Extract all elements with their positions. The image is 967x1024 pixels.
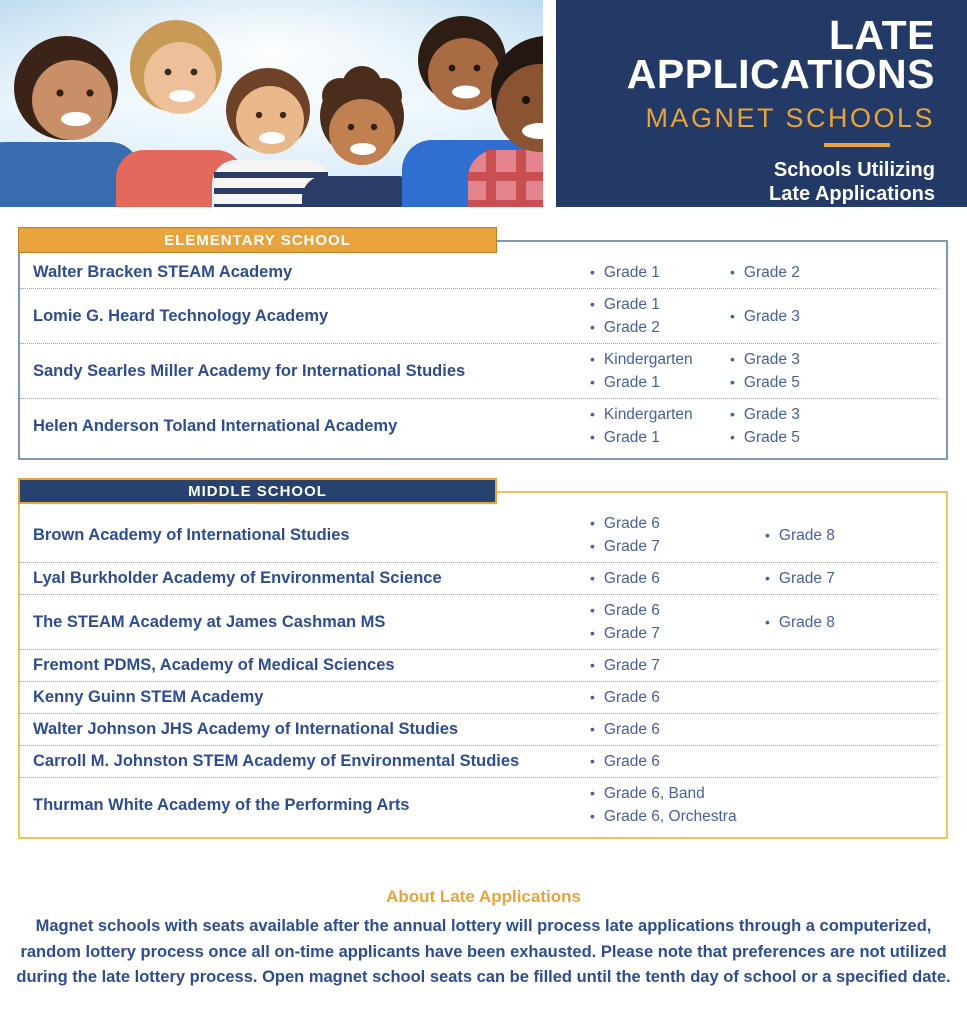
- page-title-line2: APPLICATIONS: [626, 50, 935, 97]
- table-row: [20, 563, 938, 595]
- grade-label: Grade 5: [743, 374, 800, 391]
- grades-cell: [590, 654, 938, 677]
- bullet-icon: •: [590, 602, 595, 618]
- grade-label: Grade 7: [603, 657, 660, 674]
- grades-column-1: [590, 403, 730, 449]
- grade-item: [590, 750, 765, 773]
- school-name: Brown Academy of International Studies: [33, 525, 350, 544]
- grade-label: Grade 7: [603, 538, 660, 555]
- grade-item: [765, 567, 938, 590]
- grade-item: [765, 524, 938, 547]
- grade-item: [730, 261, 938, 284]
- table-row: [20, 399, 938, 453]
- grades-column-1: [590, 782, 765, 828]
- grade-item: [590, 782, 765, 805]
- section-elementary-school: [18, 227, 948, 460]
- grades-column-1: [590, 750, 765, 773]
- grade-item: [590, 654, 765, 677]
- page-tagline-line2: Late Applications: [769, 182, 935, 205]
- grades-cell: [590, 512, 938, 558]
- school-name: Walter Bracken STEAM Academy: [33, 263, 293, 282]
- bullet-icon: •: [590, 570, 595, 586]
- grades-column-1: [590, 512, 765, 558]
- section-header-elementary: ELEMENTARY SCHOOL: [18, 227, 497, 253]
- grades-column-1: [590, 599, 765, 645]
- grades-column-1: [590, 718, 765, 741]
- grade-item: [590, 535, 765, 558]
- grade-item: [590, 686, 765, 709]
- grades-cell: [590, 567, 938, 590]
- grade-item: [590, 622, 765, 645]
- grade-item: [590, 293, 730, 316]
- grade-item: [730, 426, 938, 449]
- school-name: Kenny Guinn STEM Academy: [33, 688, 264, 707]
- grade-item: [590, 512, 765, 535]
- grade-item: [590, 599, 765, 622]
- grade-item: [590, 403, 730, 426]
- school-name: Fremont PDMS, Academy of Medical Sciences: [33, 656, 395, 675]
- grades-cell: [590, 599, 938, 645]
- grade-label: Grade 6: [603, 721, 660, 738]
- table-row: [20, 682, 938, 714]
- grade-label: Grade 6, Orchestra: [603, 808, 737, 825]
- about-heading: About Late Applications: [386, 887, 581, 906]
- grades-column-2: [765, 512, 938, 558]
- bullet-icon: •: [590, 374, 595, 390]
- hero-panel: [556, 0, 967, 207]
- section-middle-school: [18, 478, 948, 839]
- grade-label: Grade 1: [603, 429, 660, 446]
- table-row: [20, 714, 938, 746]
- bullet-icon: •: [590, 264, 595, 280]
- grades-column-1: [590, 348, 730, 394]
- bullet-icon: •: [730, 374, 735, 390]
- grade-label: Grade 7: [603, 625, 660, 642]
- school-name: Thurman White Academy of the Performing Arts: [33, 795, 410, 814]
- grades-column-2: [765, 654, 938, 677]
- grade-label: Kindergarten: [603, 351, 693, 368]
- grade-label: Grade 6: [603, 602, 660, 619]
- grades-column-2: [765, 750, 938, 773]
- table-row: [20, 746, 938, 778]
- section-header-middle: MIDDLE SCHOOL: [18, 478, 497, 504]
- grades-column-1: [590, 654, 765, 677]
- grades-cell: [590, 261, 938, 284]
- grades-column-1: [590, 686, 765, 709]
- bullet-icon: •: [590, 625, 595, 641]
- bullet-icon: •: [590, 515, 595, 531]
- grade-label: Grade 1: [603, 264, 660, 281]
- grade-label: Kindergarten: [603, 406, 693, 423]
- bullet-icon: •: [590, 657, 595, 673]
- grade-item: [730, 403, 938, 426]
- grades-column-2: [730, 348, 938, 394]
- grade-item: [730, 348, 938, 371]
- bullet-icon: •: [765, 613, 770, 630]
- grade-label: Grade 8: [778, 613, 835, 631]
- bullet-icon: •: [730, 429, 735, 445]
- grades-column-2: [765, 567, 938, 590]
- school-name: Sandy Searles Miller Academy for International Studies: [33, 361, 466, 380]
- bullet-icon: •: [590, 753, 595, 769]
- grade-label: Grade 8: [778, 526, 835, 544]
- page-title-line1: LATE: [828, 12, 935, 58]
- grade-item: [730, 305, 938, 328]
- grades-column-1: [590, 293, 730, 339]
- grade-item: [765, 611, 938, 634]
- grades-cell: [590, 348, 938, 394]
- grade-label: Grade 6: [603, 689, 660, 706]
- grades-column-2: [765, 599, 938, 645]
- grades-column-2: [765, 686, 938, 709]
- children-photo: [0, 0, 543, 207]
- school-name: The STEAM Academy at James Cashman MS: [33, 612, 386, 631]
- bullet-icon: •: [590, 406, 595, 422]
- grade-item: [590, 261, 730, 284]
- table-row: [20, 257, 938, 289]
- page-tagline-line1: Schools Utilizing: [773, 158, 935, 181]
- bullet-icon: •: [590, 319, 595, 335]
- bullet-icon: •: [730, 406, 735, 422]
- grade-label: Grade 5: [743, 429, 800, 446]
- grade-label: Grade 3: [743, 351, 800, 368]
- hero-divider: [543, 0, 556, 207]
- school-name: Lyal Burkholder Academy of Environmental Science: [33, 569, 442, 588]
- grade-label: Grade 3: [743, 307, 800, 325]
- grade-item: [590, 426, 730, 449]
- table-row: [20, 344, 938, 399]
- table-row: [20, 595, 938, 650]
- school-name: Carroll M. Johnston STEM Academy of Environmental Studies: [33, 752, 520, 771]
- page-subtitle: MAGNET SCHOOLS: [645, 102, 935, 133]
- grades-column-2: [730, 293, 938, 339]
- grade-item: [590, 567, 765, 590]
- grade-item: [590, 718, 765, 741]
- bullet-icon: •: [590, 689, 595, 705]
- grade-item: [590, 805, 765, 828]
- grade-item: [590, 371, 730, 394]
- table-row: [20, 508, 938, 563]
- section-box-middle: [18, 491, 948, 839]
- bullet-icon: •: [590, 538, 595, 554]
- hero-header: [0, 0, 967, 207]
- about-body-text: Magnet schools with seats available after the annual lottery will process late applications through a computerized, random lottery process once all on-time applicants have been exhausted. Please note that preferences are not utilized during the late lottery process. Open magnet school seats can be filled until the tenth day of school or a specified date.: [16, 917, 951, 987]
- bullet-icon: •: [765, 526, 770, 543]
- table-row: [20, 289, 938, 344]
- grade-label: Grade 6: [603, 753, 660, 770]
- grade-label: Grade 6: [603, 515, 660, 532]
- bullet-icon: •: [590, 296, 595, 312]
- grades-column-2: [730, 261, 938, 284]
- bullet-icon: •: [765, 570, 770, 586]
- grades-column-1: [590, 261, 730, 284]
- bullet-icon: •: [590, 721, 595, 737]
- grade-label: Grade 6, Band: [603, 785, 705, 802]
- bullet-icon: •: [590, 808, 595, 824]
- grade-label: Grade 1: [603, 296, 660, 313]
- grades-column-2: [730, 403, 938, 449]
- page-tagline: [769, 158, 935, 206]
- grades-column-2: [765, 718, 938, 741]
- grades-column-2: [765, 782, 938, 828]
- bullet-icon: •: [730, 264, 735, 280]
- table-row: [20, 650, 938, 682]
- bullet-icon: •: [590, 785, 595, 801]
- bullet-icon: •: [590, 351, 595, 367]
- bullet-icon: •: [730, 351, 735, 367]
- bullet-icon: •: [730, 307, 735, 324]
- table-row: [20, 778, 938, 832]
- grades-cell: [590, 750, 938, 773]
- grades-cell: [590, 293, 938, 339]
- grade-label: Grade 6: [603, 570, 660, 587]
- grades-column-1: [590, 567, 765, 590]
- about-section: [0, 887, 967, 991]
- grade-label: Grade 2: [603, 319, 660, 336]
- grade-label: Grade 3: [743, 406, 800, 423]
- section-box-elementary: [18, 240, 948, 460]
- grade-label: Grade 7: [778, 570, 835, 587]
- page-title: [626, 12, 935, 97]
- school-name: Helen Anderson Toland International Academy: [33, 416, 398, 435]
- grades-cell: [590, 403, 938, 449]
- grades-cell: [590, 782, 938, 828]
- grade-item: [590, 316, 730, 339]
- grades-cell: [590, 686, 938, 709]
- gold-underline: [824, 143, 890, 147]
- grade-label: Grade 2: [743, 264, 800, 281]
- children-photo-illustration: [0, 0, 543, 207]
- school-name: Walter Johnson JHS Academy of International Studies: [33, 720, 459, 739]
- school-name: Lomie G. Heard Technology Academy: [33, 306, 329, 325]
- grade-item: [590, 348, 730, 371]
- grades-cell: [590, 718, 938, 741]
- grade-item: [730, 371, 938, 394]
- grade-label: Grade 1: [603, 374, 660, 391]
- bullet-icon: •: [590, 429, 595, 445]
